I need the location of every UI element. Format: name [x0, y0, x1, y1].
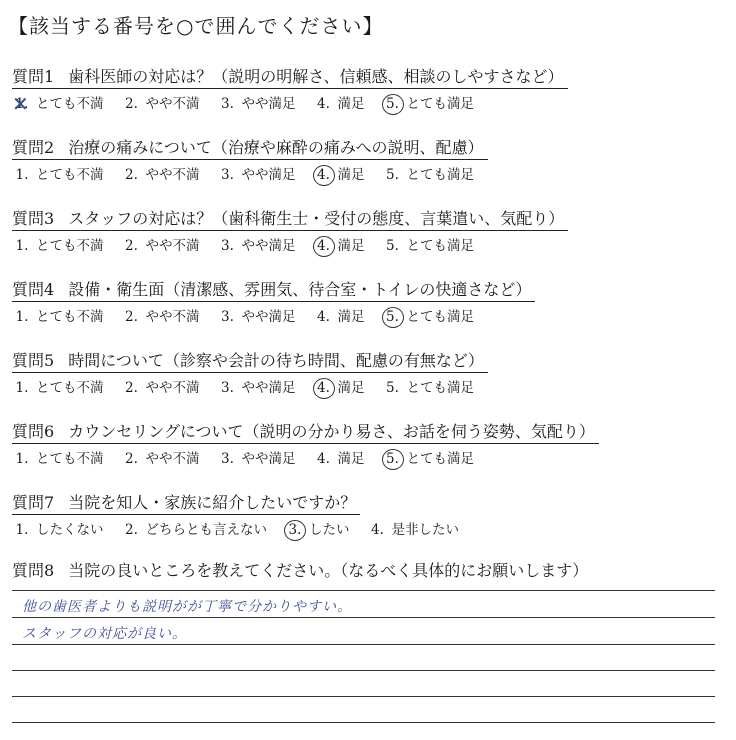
answer-option-2[interactable]	[122, 447, 200, 467]
question-text: 設備・衛生面（清潔感、雰囲気、待合室・トイレの快適さなど）	[68, 280, 532, 299]
option-number: 4.	[314, 167, 334, 183]
option-number: 2.	[125, 96, 138, 112]
answer-option-5[interactable]	[383, 163, 475, 183]
question-title	[12, 490, 360, 515]
question-title	[12, 135, 488, 160]
option-number: 5.	[383, 96, 403, 112]
option-number: 1.	[15, 451, 29, 467]
question-text: 当院を知人・家族に紹介したいですか？	[68, 493, 357, 512]
option-label: とても不満	[36, 451, 104, 467]
option-label: とても不満	[36, 238, 104, 254]
question-title	[12, 64, 568, 89]
answer-option-1[interactable]	[12, 518, 104, 538]
option-label: とても不満	[36, 309, 104, 325]
option-label: やや満足	[241, 309, 296, 325]
question-number: 質問5	[12, 351, 55, 370]
option-label: やや不満	[145, 309, 200, 325]
option-label: やや満足	[241, 167, 296, 183]
answer-options	[12, 447, 712, 467]
option-number: 2.	[125, 451, 138, 467]
question-number: 質問3	[12, 209, 55, 228]
answer-line	[12, 644, 715, 645]
option-label: とても満足	[406, 96, 474, 112]
option-number: 1.	[15, 522, 29, 538]
answer-option-2[interactable]	[122, 376, 200, 396]
question-title	[12, 419, 599, 444]
answer-options	[12, 163, 712, 183]
answer-option-4[interactable]	[368, 518, 460, 538]
option-number: 4.	[314, 238, 334, 254]
handwritten-answer-2: スタッフの対応が良い。	[22, 626, 187, 642]
answer-line	[12, 722, 715, 723]
handwritten-answer-1: 他の歯医者よりも説明がが丁寧で分かりやすい。	[22, 599, 352, 615]
question-1	[12, 64, 712, 112]
answer-option-4[interactable]	[314, 376, 365, 396]
option-label: やや不満	[145, 96, 200, 112]
question-text: 歯科医師の対応は？（説明の明解さ、信頼感、相談のしやすさなど）	[68, 67, 564, 86]
answer-option-2[interactable]	[122, 234, 200, 254]
option-number: 3.	[221, 309, 234, 325]
question-number: 質問6	[12, 422, 55, 441]
question-6	[12, 419, 712, 467]
option-number: 4.	[317, 309, 330, 325]
answer-option-5[interactable]	[383, 305, 475, 325]
option-label: 満足	[337, 238, 365, 254]
option-label: やや不満	[145, 238, 200, 254]
question-4	[12, 277, 712, 325]
option-label: やや満足	[241, 380, 296, 396]
option-number: 5.	[386, 167, 399, 183]
option-label: やや満足	[241, 238, 296, 254]
option-number: 1. ✕	[12, 96, 32, 112]
question-5	[12, 348, 712, 396]
answer-option-5[interactable]	[383, 376, 475, 396]
option-number: 3.	[285, 522, 305, 538]
option-label: 是非したい	[391, 522, 459, 538]
option-label: やや不満	[145, 167, 200, 183]
option-label: やや不満	[145, 380, 200, 396]
question-number: 質問4	[12, 280, 55, 299]
question-8-number: 質問8	[12, 561, 55, 580]
option-label: やや不満	[145, 451, 200, 467]
question-text: 治療の痛みについて（治療や麻酔の痛みへの説明、配慮）	[68, 138, 484, 157]
option-number: 4.	[317, 96, 330, 112]
option-number: 3.	[221, 380, 234, 396]
question-title	[12, 206, 568, 231]
answer-option-2[interactable]	[122, 305, 200, 325]
option-label: やや満足	[241, 96, 296, 112]
option-number: 1.	[15, 167, 29, 183]
answer-options	[12, 305, 712, 325]
answer-option-4[interactable]	[314, 234, 365, 254]
option-number: 3.	[221, 96, 234, 112]
answer-option-1[interactable]	[12, 305, 104, 325]
answer-option-4[interactable]	[314, 163, 365, 183]
option-number: 3.	[221, 451, 234, 467]
option-number: 4.	[317, 451, 330, 467]
answer-option-3[interactable]	[218, 163, 296, 183]
option-label: 満足	[337, 96, 365, 112]
answer-option-5[interactable]	[383, 447, 475, 467]
option-number: 4.	[371, 522, 384, 538]
answer-option-4[interactable]	[314, 305, 365, 325]
option-number: 2.	[125, 167, 138, 183]
option-label: とても不満	[36, 167, 104, 183]
option-label: 満足	[337, 451, 365, 467]
question-2	[12, 135, 712, 183]
answer-options	[12, 234, 712, 254]
option-number: 2.	[125, 238, 138, 254]
option-label: とても不満	[36, 96, 104, 112]
answer-option-4[interactable]	[314, 92, 365, 112]
answer-option-1[interactable]	[12, 234, 104, 254]
question-number: 質問1	[12, 67, 55, 86]
option-label: やや満足	[241, 451, 296, 467]
option-number: 3.	[221, 167, 234, 183]
option-number: 3.	[221, 238, 234, 254]
answer-line	[12, 617, 715, 618]
option-label: とても不満	[36, 380, 104, 396]
answer-option-3[interactable]	[218, 447, 296, 467]
answer-option-3[interactable]	[218, 376, 296, 396]
option-label: したい	[309, 522, 350, 538]
answer-line	[12, 696, 715, 697]
option-label: とても満足	[406, 380, 474, 396]
option-label: 満足	[337, 309, 365, 325]
answer-option-5[interactable]	[383, 234, 475, 254]
question-title	[12, 348, 488, 373]
question-text: 時間について（診察や会計の待ち時間、配慮の有無など）	[68, 351, 484, 370]
answer-option-2[interactable]	[122, 92, 200, 112]
question-8	[12, 558, 712, 582]
answer-option-1[interactable]	[12, 447, 104, 467]
option-label: どちらとも言えない	[145, 522, 267, 538]
question-3	[12, 206, 712, 254]
answer-option-4[interactable]	[314, 447, 365, 467]
answer-option-2[interactable]	[122, 163, 200, 183]
form-header: 【該当する番号を○で囲んでください】	[8, 14, 384, 38]
option-number: 5.	[383, 309, 403, 325]
option-label: とても満足	[406, 309, 474, 325]
option-number: 1.	[15, 238, 29, 254]
option-number: 5.	[386, 380, 399, 396]
option-number: 2.	[125, 309, 138, 325]
question-7	[12, 490, 712, 538]
answer-line	[12, 670, 715, 671]
question-title	[12, 277, 535, 302]
option-label: とても満足	[406, 167, 474, 183]
answer-options	[12, 518, 712, 538]
answer-options	[12, 92, 712, 112]
answer-options	[12, 376, 712, 396]
answer-option-5[interactable]	[383, 92, 475, 112]
answer-option-3[interactable]	[218, 234, 296, 254]
option-number: 1.	[15, 380, 29, 396]
option-label: とても満足	[406, 451, 474, 467]
option-number: 2.	[125, 522, 138, 538]
answer-option-1[interactable]	[12, 376, 104, 396]
option-number: 5.	[386, 238, 399, 254]
answer-option-3[interactable]	[218, 92, 296, 112]
option-label: したくない	[36, 522, 104, 538]
question-text: カウンセリングについて（説明の分かり易さ、お話を伺う姿勢、気配り）	[68, 422, 595, 441]
question-text: スタッフの対応は？（歯科衛生士・受付の態度、言葉遣い、気配り）	[68, 209, 565, 228]
answer-option-2[interactable]	[122, 518, 268, 538]
question-number: 質問7	[12, 493, 55, 512]
option-number: 2.	[125, 380, 138, 396]
answer-option-3[interactable]	[218, 305, 296, 325]
answer-option-1[interactable]	[12, 163, 104, 183]
option-number: 4.	[314, 380, 334, 396]
option-label: 満足	[337, 167, 365, 183]
option-number: 5.	[383, 451, 403, 467]
answer-line	[12, 590, 715, 591]
option-label: 満足	[337, 380, 365, 396]
option-number: 1.	[15, 309, 29, 325]
question-8-text: 当院の良いところを教えてください。（なるべく具体的にお願いします）	[68, 561, 589, 580]
option-label: とても満足	[406, 238, 474, 254]
answer-option-3[interactable]	[285, 518, 350, 538]
question-number: 質問2	[12, 138, 55, 157]
answer-option-1[interactable]	[12, 92, 104, 112]
